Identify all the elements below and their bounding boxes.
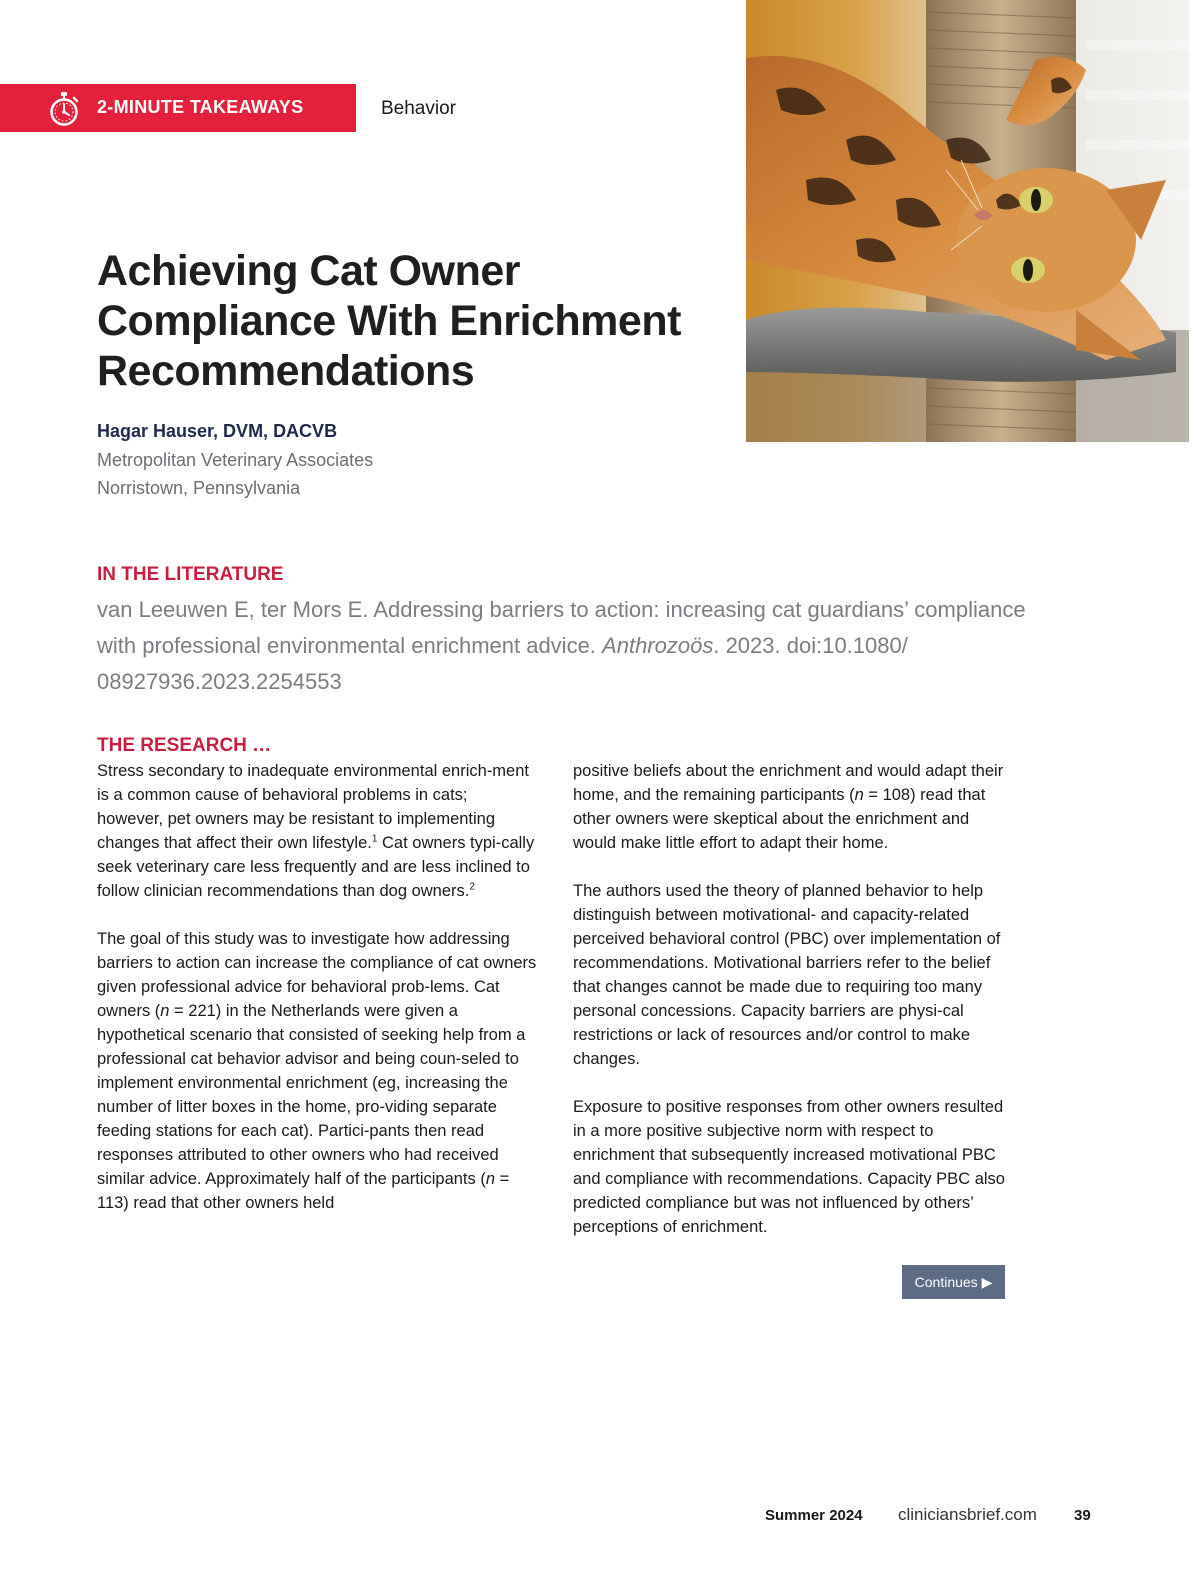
cat-illustration [746,0,1189,442]
stopwatch-icon [47,91,81,127]
footnote-ref: 2 [469,881,475,893]
paragraph: The authors used the theory of planned behavior to help distinguish between motivational- and capacity-related perceived behavioral control (PBC) over implementation of recommendations. Motivational barriers refer to the belief that changes cannot be made due to requiring too many personal concessions. Capacity barriers are physi-cal restrictions or lack of resources and/or control to make changes. [573,882,1001,1068]
footer-website: cliniciansbrief.com [898,1505,1037,1524]
n-label: n [854,786,864,804]
n-label: n [485,1170,496,1188]
n-label: n [160,1002,170,1020]
text-run: The goal of this study was to investigate how addressing barriers to action can increase the compliance of cat owners given professional advice for behavioral prob-lems. Cat owners ( [97,930,537,1020]
text-run: = 113) read that other owners held [97,1170,510,1212]
text-run: = 108) read that other owners were skeptical about the enrichment and would make little effort to adapt their home. [573,786,986,852]
author-name: Hagar Hauser, DVM, DACVB [97,421,338,441]
text-run: Cat owners typi-cally seek veterinary care less frequently and are less inclined to follow clinician recommendations than dog owners. [97,834,535,900]
continues-button[interactable] [902,1265,1005,1299]
author-organization: Metropolitan Veterinary Associates [97,450,374,470]
section-label: Behavior [381,98,456,119]
citation-journal: Anthrozoös [602,633,714,658]
text-run: = 221) in the Netherlands were given a hypothetical scenario that consisted of seeking help from a professional cat behavior advisor and being coun-seled to implement environmental enrichment (eg, increasing the number of litter boxes in the home, pro-viding separate feeding stations for each cat). Partici-pants then read responses attributed to other owners who had received similar advice. Approximately half of the participants ( [97,1002,526,1188]
banner-label: 2-MINUTE TAKEAWAYS [97,97,304,117]
cat-photo [746,0,1189,442]
citation-text: van Leeuwen E, ter Mors E. Addressing barriers to action: increasing cat guardians’ compliance with professional environmental enrichment advice. [97,597,1026,658]
takeaways-banner [0,84,356,132]
article-title: Achieving Cat Owner Compliance With Enrichment Recommendations [97,247,681,395]
paragraph [97,927,537,1215]
author-location: Norristown, Pennsylvania [97,478,301,498]
research-heading: THE RESEARCH … [97,735,272,756]
research-column-2 [573,759,1013,1239]
text-run: positive beliefs about the enrichment and would adapt their home, and the remaining participants ( [573,762,1004,804]
citation [97,592,1027,700]
footnote-ref: 1 [371,833,378,845]
research-column-1 [97,759,537,1215]
literature-heading: IN THE LITERATURE [97,564,284,585]
continues-label: Continues ▶ [914,1273,993,1290]
paragraph [573,759,1013,855]
footer-issue: Summer 2024 [765,1507,863,1524]
page-number: 39 [1074,1507,1091,1524]
paragraph: Exposure to positive responses from other owners resulted in a more positive subjective norm with respect to enrichment that subsequently increased motivational PBC and compliance with recommendations. Capacity PBC also predicted compliance but was not influenced by others’ perceptions of enrichment. [573,1098,1005,1236]
text-run: Stress secondary to inadequate environmental enrich-ment is a common cause of behavioral problems in cats; however, pet owners may be resistant to implementing changes that affect their own lifestyle. [97,762,529,852]
citation-doi: . 2023. doi:10.1080/ 08927936.2023.2254553 [97,633,908,694]
paragraph [97,759,537,903]
